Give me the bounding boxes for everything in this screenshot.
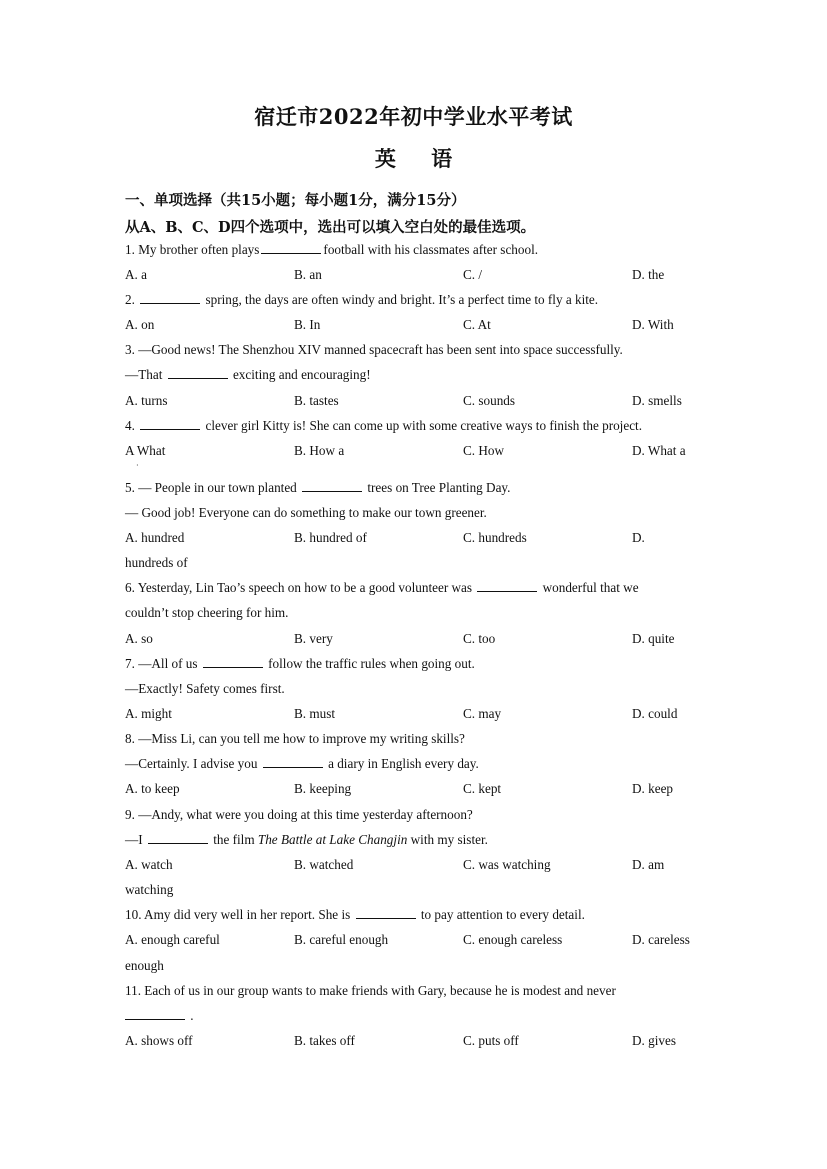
- option-b: B. an: [294, 267, 322, 282]
- question-7-reply: —Exactly! Safety comes first.: [125, 681, 285, 696]
- question-text: —Certainly. I advise you: [125, 756, 258, 771]
- stray-dot: ·: [136, 461, 139, 470]
- option-a: A. watch: [125, 857, 173, 872]
- question-5: [125, 480, 510, 496]
- option-b: B. must: [294, 706, 336, 721]
- question-text: football with his classmates after school.: [323, 242, 539, 257]
- question-text: 6. Yesterday, Lin Tao’s speech on how to be a good volunteer was: [125, 580, 473, 595]
- option-a: A What: [125, 443, 166, 458]
- question-text: wonderful that we: [542, 580, 639, 595]
- question-text: trees on Tree Planting Day.: [367, 480, 511, 495]
- option-b: B. keeping: [294, 781, 352, 796]
- option-c: C. may: [463, 706, 502, 721]
- option-d-wrap: watching: [125, 882, 174, 897]
- option-a: A. hundred: [125, 530, 185, 545]
- option-c: C. hundreds: [463, 530, 527, 545]
- question-10: [125, 907, 585, 923]
- question-7: [125, 656, 475, 672]
- answer-blank: [356, 907, 416, 919]
- option-b: B. very: [294, 631, 333, 646]
- option-a: A. so: [125, 631, 153, 646]
- answer-blank: [140, 418, 200, 430]
- option-c: C. kept: [463, 781, 502, 796]
- question-text: 5. — People in our town planted: [125, 480, 297, 495]
- subject-title: 英 语: [374, 146, 467, 171]
- answer-blank: [477, 580, 537, 592]
- question-2: [125, 292, 598, 308]
- question-text: the film: [213, 832, 255, 847]
- answer-blank: [263, 756, 323, 768]
- option-a: A. to keep: [125, 781, 180, 796]
- option-b: B. In: [294, 317, 321, 332]
- question-text: 2.: [125, 292, 135, 307]
- option-b: B. How a: [294, 443, 345, 458]
- question-text: with my sister.: [410, 832, 488, 847]
- option-d: D. careless: [632, 932, 690, 947]
- question-11: 11. Each of us in our group wants to make friends with Gary, because he is modest and never: [125, 983, 616, 998]
- option-d: D. With: [632, 317, 674, 332]
- question-8-reply: [125, 756, 479, 772]
- option-b: B. watched: [294, 857, 354, 872]
- answer-blank: [261, 242, 321, 254]
- option-a: A. enough careful: [125, 932, 220, 947]
- question-text: .: [190, 1008, 194, 1023]
- section-instruction: 从A、B、C、D四个选项中，选出可以填入空白处的最佳选项。: [125, 219, 536, 236]
- option-d: D. quite: [632, 631, 675, 646]
- option-a: A. turns: [125, 393, 168, 408]
- question-text: clever girl Kitty is! She can come up with some creative ways to finish the project.: [205, 418, 643, 433]
- question-text: follow the traffic rules when going out.: [268, 656, 475, 671]
- option-d-wrap: enough: [125, 958, 164, 973]
- option-b: B. careful enough: [294, 932, 389, 947]
- question-text: to pay attention to every detail.: [420, 907, 585, 922]
- section-heading: 一、单项选择（共15小题；每小题1分，满分15分）: [125, 192, 466, 209]
- question-text: —I: [125, 832, 143, 847]
- question-1: [125, 242, 538, 258]
- option-d: D. gives: [632, 1033, 676, 1048]
- option-c: C. enough careless: [463, 932, 563, 947]
- answer-blank: [148, 832, 208, 844]
- option-d: D. could: [632, 706, 678, 721]
- question-9: 9. —Andy, what were you doing at this time yesterday afternoon?: [125, 807, 473, 822]
- question-11-cont: [125, 1008, 194, 1024]
- option-a: A. shows off: [125, 1033, 193, 1048]
- question-text: exciting and encouraging!: [232, 367, 371, 382]
- option-d-wrap: hundreds of: [125, 555, 188, 570]
- option-d: D. the: [632, 267, 665, 282]
- answer-blank: [302, 480, 362, 492]
- option-c: C. How: [463, 443, 505, 458]
- answer-blank: [140, 292, 200, 304]
- option-b: B. tastes: [294, 393, 339, 408]
- question-3-reply: [125, 367, 371, 383]
- option-d: D. am: [632, 857, 665, 872]
- option-d: D. keep: [632, 781, 674, 796]
- option-c: C. /: [463, 267, 483, 282]
- question-text: a diary in English every day.: [328, 756, 479, 771]
- question-text: —That: [125, 367, 163, 382]
- film-title: The Battle at Lake Changjin: [257, 832, 408, 847]
- option-c: C. At: [463, 317, 491, 332]
- question-6-cont: couldn’t stop cheering for him.: [125, 605, 289, 620]
- option-a: A. a: [125, 267, 147, 282]
- question-5-reply: — Good job! Everyone can do something to make our town greener.: [125, 505, 487, 520]
- option-d: D. smells: [632, 393, 682, 408]
- option-b: B. hundred of: [294, 530, 367, 545]
- question-text: 1. My brother often plays: [125, 242, 260, 257]
- option-a: A. might: [125, 706, 172, 721]
- question-6: [125, 580, 639, 596]
- page-title: 宿迁市2022年初中学业水平考试: [254, 104, 573, 129]
- question-8: 8. —Miss Li, can you tell me how to improve my writing skills?: [125, 731, 465, 746]
- question-9-reply: [125, 832, 488, 848]
- option-a: A. on: [125, 317, 155, 332]
- option-c: C. was watching: [463, 857, 551, 872]
- answer-blank: [168, 367, 228, 379]
- option-d: D.: [632, 530, 645, 545]
- option-d: D. What a: [632, 443, 686, 458]
- question-text: 4.: [125, 418, 135, 433]
- option-c: C. puts off: [463, 1033, 519, 1048]
- question-text: 10. Amy did very well in her report. She is: [125, 907, 351, 922]
- answer-blank: [125, 1008, 185, 1020]
- question-4: [125, 418, 642, 434]
- option-c: C. sounds: [463, 393, 516, 408]
- question-text: 7. —All of us: [125, 656, 198, 671]
- answer-blank: [203, 656, 263, 668]
- option-b: B. takes off: [294, 1033, 355, 1048]
- option-c: C. too: [463, 631, 496, 646]
- question-3: 3. —Good news! The Shenzhou XIV manned spacecraft has been sent into space successfully.: [125, 342, 623, 357]
- question-text: spring, the days are often windy and bright. It’s a perfect time to fly a kite.: [205, 292, 599, 307]
